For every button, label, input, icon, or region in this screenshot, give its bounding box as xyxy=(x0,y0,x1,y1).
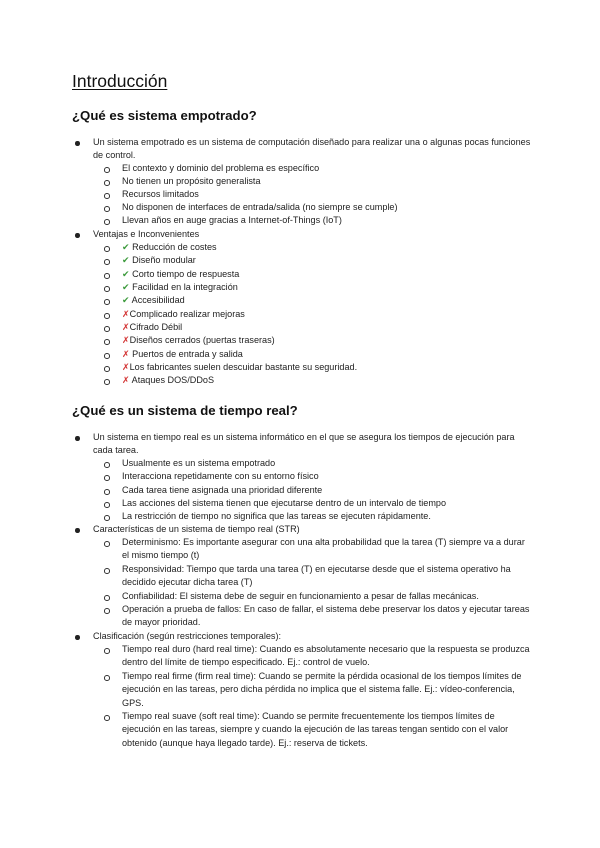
bullet-ring xyxy=(104,219,110,225)
bullet-ring xyxy=(104,595,110,601)
list-item: Llevan años en auge gracias a Internet-of-Things (IoT) xyxy=(122,215,342,225)
bullet-ring xyxy=(104,326,110,332)
check-icon: ✔ xyxy=(122,282,130,292)
cross-icon: ✗ xyxy=(122,309,130,319)
feature-item: Determinismo: Es importante asegurar con una alta probabilidad que la tarea (T) siempre va a durar el mismo tiempo (t) xyxy=(122,537,525,561)
bullet-ring xyxy=(104,379,110,385)
check-icon: ✔ xyxy=(122,242,130,252)
check-icon: ✔ xyxy=(122,255,130,265)
bullet-ring xyxy=(104,206,110,212)
list-item: No tienen un propósito generalista xyxy=(122,176,261,186)
list-item: Las acciones del sistema tienen que ejecutarse dentro de un intervalo de tiempo xyxy=(122,498,447,508)
bullet-ring xyxy=(104,259,110,265)
bullet-ring xyxy=(104,180,110,186)
list-item: Usualmente es un sistema empotrado xyxy=(122,458,276,468)
page-title: Introducción xyxy=(72,71,168,91)
section-heading-embedded: ¿Qué es sistema empotrado? xyxy=(72,108,257,123)
disadvantage-item: ✗Los fabricantes suelen descuidar bastante su seguridad. xyxy=(122,362,358,372)
bullet-ring xyxy=(104,339,110,345)
classification-item: Tiempo real duro (hard real time): Cuando es absolutamente necesario que la respuesta se produzca dentro del límite de tiempo especificado. Ej.: control de vuelo. xyxy=(122,644,530,668)
disadvantage-item: ✗ Ataques DOS/DDoS xyxy=(122,375,215,385)
list-item: Interacciona repetidamente con su entorno físico xyxy=(122,471,319,481)
list-item: No disponen de interfaces de entrada/salida (no siempre se cumple) xyxy=(122,202,398,212)
bullet-ring xyxy=(104,193,110,199)
bullet-ring xyxy=(104,608,110,614)
cross-icon: ✗ xyxy=(122,349,130,359)
advantage-item: ✔ Diseño modular xyxy=(122,255,196,265)
cross-icon: ✗ xyxy=(122,375,130,385)
disadvantage-item: ✗Complicado realizar mejoras xyxy=(122,309,245,319)
bullet-ring xyxy=(104,648,110,654)
bullet-ring xyxy=(104,515,110,521)
advantage-item: ✔ Accesibilidad xyxy=(122,295,185,305)
bullet-ring xyxy=(104,286,110,292)
bullet-ring xyxy=(104,715,110,721)
bullet-ring xyxy=(104,475,110,481)
bullet-dot xyxy=(75,635,80,640)
bullet-dot xyxy=(75,528,80,533)
bullet-ring xyxy=(104,246,110,252)
disadvantage-item: ✗ Puertos de entrada y salida xyxy=(122,349,243,359)
list-item: Cada tarea tiene asignada una prioridad diferente xyxy=(122,485,323,495)
check-icon: ✔ xyxy=(122,295,130,305)
bullet-ring xyxy=(104,568,110,574)
list-item: La restricción de tiempo no significa que las tareas se ejecuten rápidamente. xyxy=(122,511,431,521)
disadvantage-item: ✗Cifrado Débil xyxy=(122,322,183,332)
bullet-ring xyxy=(104,299,110,305)
list-item: Recursos limitados xyxy=(122,189,199,199)
bullet-dot xyxy=(75,436,80,441)
real-time-definition: Un sistema en tiempo real es un sistema informático en el que se asegura los tiempos de ejecución para cada tarea. xyxy=(93,432,515,456)
bullet-dot xyxy=(75,141,80,146)
advantage-item: ✔ Corto tiempo de respuesta xyxy=(122,269,240,279)
cross-icon: ✗ xyxy=(122,322,130,332)
bullet-ring xyxy=(104,167,110,173)
features-title: Características de un sistema de tiempo real (STR) xyxy=(93,524,300,534)
bullet-dot xyxy=(75,233,80,238)
advantage-item: ✔ Reducción de costes xyxy=(122,242,217,252)
feature-item: Confiabilidad: El sistema debe de seguir en funcionamiento a pesar de fallas mecánicas. xyxy=(122,591,479,601)
bullet-ring xyxy=(104,675,110,681)
cross-icon: ✗ xyxy=(122,362,130,372)
section-heading-real-time: ¿Qué es un sistema de tiempo real? xyxy=(72,403,298,418)
advantage-item: ✔ Facilidad en la integración xyxy=(122,282,238,292)
bullet-ring xyxy=(104,273,110,279)
bullet-ring xyxy=(104,353,110,359)
bullet-ring xyxy=(104,541,110,547)
check-icon: ✔ xyxy=(122,269,130,279)
disadvantage-item: ✗Diseños cerrados (puertas traseras) xyxy=(122,335,275,345)
feature-item: Responsividad: Tiempo que tarda una tarea (T) en ejecutarse desde que el sistema operativo ha decidido ejecutar dicha tarea (T) xyxy=(122,564,511,588)
cross-icon: ✗ xyxy=(122,335,130,345)
bullet-ring xyxy=(104,502,110,508)
embedded-definition: Un sistema empotrado es un sistema de computación diseñado para realizar una o algunas pocas funciones de control. xyxy=(93,137,531,161)
classification-title: Clasificación (según restricciones temporales): xyxy=(93,631,282,641)
pros-cons-title: Ventajas e Inconvenientes xyxy=(93,229,200,239)
bullet-ring xyxy=(104,366,110,372)
classification-item: Tiempo real firme (firm real time): Cuando se permite la pérdida ocasional de los tiempos límites de ejecución en las tareas, pero dicha pérdida no implica que el sistema falle. Ej.: vídeo-conferencia, GPS. xyxy=(122,671,522,708)
feature-item: Operación a prueba de fallos: En caso de fallar, el sistema debe preservar los datos y ejecutar tareas de mayor prioridad. xyxy=(122,604,530,628)
bullet-ring xyxy=(104,313,110,319)
bullet-ring xyxy=(104,489,110,495)
list-item: El contexto y dominio del problema es específico xyxy=(122,163,320,173)
classification-item: Tiempo real suave (soft real time): Cuando se permite frecuentemente los tiempos límites de ejecución en las tareas, siempre y cuando la ejecución de las tareas tengan sentido con el valor obtenido (aunque haya llegado tarde). Ej.: reserva de tickets. xyxy=(122,711,509,748)
bullet-ring xyxy=(104,462,110,468)
